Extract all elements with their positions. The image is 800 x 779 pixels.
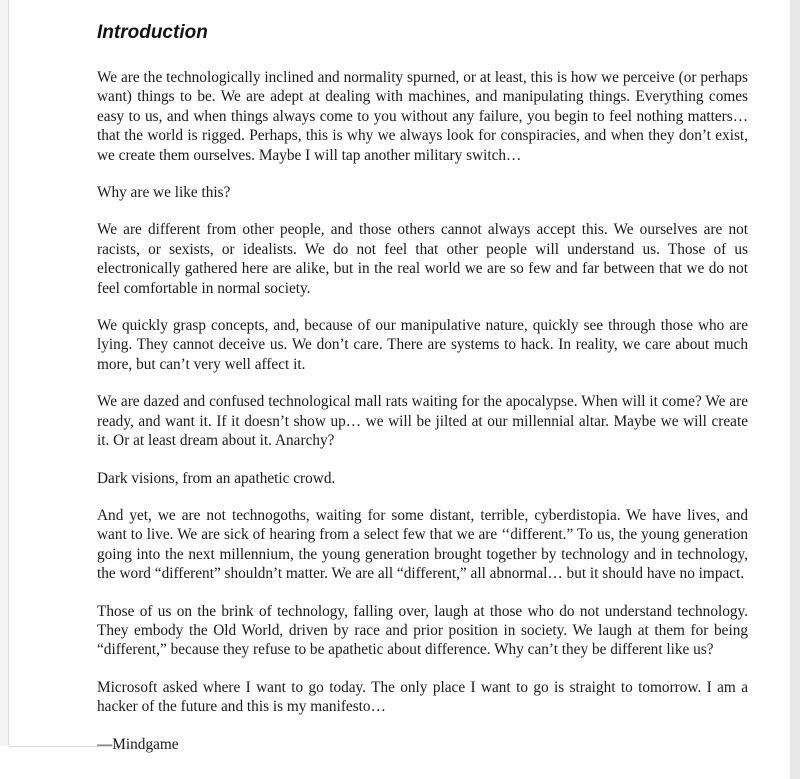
body-paragraph: Why are we like this? xyxy=(97,184,231,202)
body-paragraph: Microsoft asked where I want to go today. The only place I want to go is straight to tomorrow. I am a hacker of the future and this is my manifesto… xyxy=(97,678,748,716)
author-signature: —Mindgame xyxy=(97,735,179,753)
body-paragraph: Those of us on the brink of technology, falling over, laugh at those who do not understand technology. They embody the Old World, driven by race and prior position in society. We laugh at them for being “different,” because they refuse to be apathetic about difference. Why can’t they be different like us? xyxy=(97,602,748,659)
body-paragraph: We are dazed and confused technological mall rats waiting for the apocalypse. When will it come? We are ready, and want it. If it doesn’t show up… we will be jilted at our millennial altar. Maybe we will create it. Or at least dream about it. Anarchy? xyxy=(97,393,748,450)
body-paragraph: Dark visions, from an apathetic crowd. xyxy=(97,469,336,487)
page-edge-left xyxy=(0,0,9,746)
body-paragraph: We are different from other people, and those others cannot always accept this. We ourselves are not racists, or sexists, or idealists. We do not feel that other people will understand us. Those of us electronically gathered here are alike, but in the real world we are so few and far between that we do not feel comfortable in normal society. xyxy=(97,221,748,297)
body-paragraph: We quickly grasp concepts, and, because of our manipulative nature, quickly see through those who are lying. They cannot deceive us. We don’t care. There are systems to hack. In reality, we care about much more, but can’t very well affect it. xyxy=(97,317,748,373)
body-paragraph: And yet, we are not technogoths, waiting for some distant, terrible, cyberdistopia. We have lives, and want to live. We are sick of hearing from a select few that we are ‘‘different.” To us, the young generation going into the next millennium, the young generation brought together by technology and in technology, the word “different” shouldn’t matter. We are all “different,” all abnormal… but it should have no impact. xyxy=(97,506,748,583)
page-edge-right xyxy=(790,0,800,779)
section-title: Introduction xyxy=(97,22,208,43)
body-paragraph: We are the technologically inclined and normality spurned, or at least, this is how we perceive (or perhaps want) things to be. We are adept at dealing with machines, and manipulating things. Everything comes easy to us, and when things always come to you without any failure, you begin to feel nothing matters… that the world is rigged. Perhaps, this is why we always look for conspiracies, and when they don’t exist, we create them ourselves. Maybe I will tap another military switch… xyxy=(97,69,748,164)
document-page xyxy=(97,22,748,754)
